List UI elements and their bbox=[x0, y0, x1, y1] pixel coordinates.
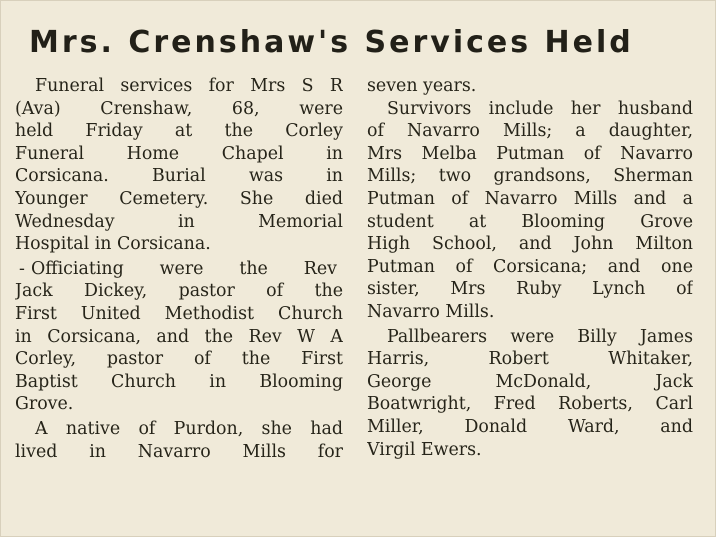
text-line: Putman of Navarro Mills and a bbox=[367, 188, 693, 209]
right-column bbox=[367, 75, 693, 461]
headline: Mrs. Crenshaw's Services Held bbox=[29, 25, 634, 60]
text-line: Boatwright, Fred Roberts, Carl bbox=[367, 394, 693, 415]
text-line: Younger Cemetery. She died bbox=[15, 188, 343, 209]
paragraph-survivors bbox=[367, 98, 693, 324]
text-line: lived in Navarro Mills for bbox=[15, 441, 343, 462]
text-line: Baptist Church in Blooming bbox=[15, 371, 343, 392]
text-line: Mrs Melba Putman of Navarro bbox=[367, 143, 693, 164]
text-line: Wednesday in Memorial bbox=[15, 211, 343, 232]
text-line: A native of Purdon, she had bbox=[35, 418, 343, 439]
text-line: Funeral Home Chapel in bbox=[15, 143, 343, 164]
text-line-with-marker bbox=[15, 258, 343, 281]
text-line: held Friday at the Corley bbox=[15, 121, 343, 142]
paragraph-funeral-services bbox=[15, 75, 343, 256]
text-line: Corley, pastor of the First bbox=[15, 349, 343, 370]
text-line: Corsicana. Burial was in bbox=[15, 166, 343, 187]
text-line: of Navarro Mills; a daughter, bbox=[367, 121, 693, 142]
text-line: Jack Dickey, pastor of the bbox=[15, 281, 343, 302]
text-line: Pallbearers were Billy James bbox=[387, 326, 693, 347]
text-line: George McDonald, Jack bbox=[367, 371, 693, 392]
text-line: Grove. bbox=[15, 394, 74, 415]
text-line: seven years. bbox=[367, 76, 477, 96]
stray-mark: - bbox=[19, 258, 25, 279]
text-line: Hospital in Corsicana. bbox=[15, 234, 211, 255]
text-line: student at Blooming Grove bbox=[367, 211, 693, 232]
text-line: sister, Mrs Ruby Lynch of bbox=[367, 279, 693, 300]
text-line: Navarro Mills. bbox=[367, 301, 495, 322]
left-column bbox=[15, 75, 343, 463]
text-line: Survivors include her husband bbox=[387, 98, 693, 119]
text-line: Mills; two grandsons, Sherman bbox=[367, 166, 693, 187]
paragraph-pallbearers bbox=[367, 326, 693, 462]
text-line: (Ava) Crenshaw, 68, were bbox=[15, 98, 343, 119]
text-line: Miller, Donald Ward, and bbox=[367, 416, 693, 437]
text-line: Virgil Ewers. bbox=[367, 439, 482, 460]
text-line: Putman of Corsicana; and one bbox=[367, 256, 693, 277]
paragraph-officiating bbox=[15, 258, 343, 416]
text-line: Harris, Robert Whitaker, bbox=[367, 349, 693, 370]
text-line: in Corsicana, and the Rev W A bbox=[15, 326, 343, 347]
text-line: High School, and John Milton bbox=[367, 234, 693, 255]
text-line: Funeral services for Mrs S R bbox=[35, 76, 343, 96]
text-line: First United Methodist Church bbox=[15, 303, 343, 324]
text-line: Officiating were the Rev bbox=[31, 258, 337, 279]
paragraph-native-of bbox=[15, 418, 343, 463]
